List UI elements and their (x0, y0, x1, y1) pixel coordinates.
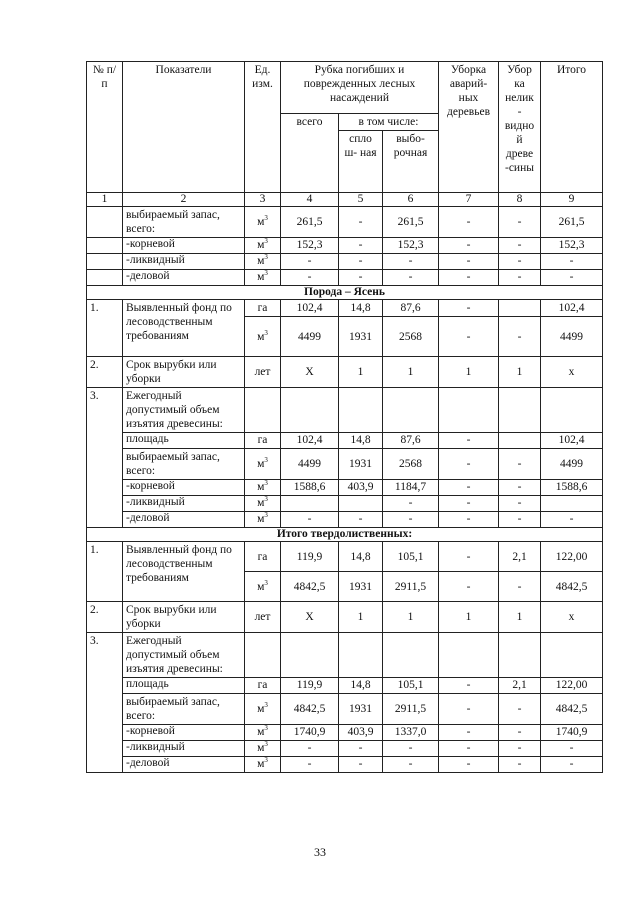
unit-base: м (257, 481, 265, 493)
header-neliquid: Убор ка нелик - видно й древе -сины (499, 62, 541, 193)
unit-cell (245, 238, 281, 254)
value-cell: - (541, 270, 603, 286)
value-cell: - (439, 725, 499, 741)
value-cell: - (439, 270, 499, 286)
table-row (87, 757, 603, 773)
empty-cell (541, 388, 603, 433)
value-cell: - (439, 433, 499, 449)
value-cell (499, 433, 541, 449)
value-cell: 1588,6 (541, 480, 603, 496)
table-row (87, 388, 603, 433)
unit-cell: га (245, 542, 281, 572)
row-label: Ежегодный допустимый объем изъятия древесины: (123, 388, 245, 433)
value-cell: - (439, 496, 499, 512)
table-row (87, 433, 603, 449)
row-number-cell (87, 238, 123, 254)
value-cell: 261,5 (383, 207, 439, 238)
value-cell: - (439, 317, 499, 357)
unit-base: м (257, 271, 265, 283)
table-row (87, 741, 603, 757)
value-cell: - (439, 238, 499, 254)
unit-superscript: 3 (264, 253, 268, 262)
value-cell: - (339, 741, 383, 757)
column-number: 5 (339, 193, 383, 207)
value-cell: - (281, 254, 339, 270)
row-label: -ликвидный (123, 741, 245, 757)
unit-cell (245, 496, 281, 512)
row-label: выбираемый запас, всего: (123, 449, 245, 480)
column-number: 2 (123, 193, 245, 207)
empty-cell (281, 388, 339, 433)
empty-cell (383, 633, 439, 678)
unit-cell (245, 741, 281, 757)
unit-cell (245, 694, 281, 725)
row-label: -корневой (123, 725, 245, 741)
value-cell: 1588,6 (281, 480, 339, 496)
table-row (87, 542, 603, 572)
value-cell: - (439, 694, 499, 725)
value-cell: 1931 (339, 572, 383, 602)
table-row (87, 300, 603, 317)
table-row (87, 270, 603, 286)
value-cell: 261,5 (281, 207, 339, 238)
row-label: Выявленный фонд по лесоводственным требованиям (123, 542, 245, 602)
unit-base: м (257, 742, 265, 754)
value-cell: 403,9 (339, 725, 383, 741)
value-cell: 2,1 (499, 678, 541, 694)
value-cell: 2,1 (499, 542, 541, 572)
value-cell: - (439, 741, 499, 757)
table-row (87, 238, 603, 254)
row-label: выбираемый запас, всего: (123, 207, 245, 238)
unit-superscript: 3 (264, 269, 268, 278)
unit-superscript: 3 (264, 724, 268, 733)
row-number: 1. (87, 542, 123, 602)
row-label: площадь (123, 678, 245, 694)
value-cell: - (541, 512, 603, 528)
value-cell: 4842,5 (541, 694, 603, 725)
value-cell: - (281, 270, 339, 286)
empty-cell (541, 633, 603, 678)
value-cell: 1 (439, 602, 499, 633)
empty-cell (439, 388, 499, 433)
value-cell: 119,9 (281, 678, 339, 694)
value-cell: - (383, 512, 439, 528)
section-row (87, 528, 603, 542)
value-cell: - (541, 254, 603, 270)
value-cell (541, 496, 603, 512)
table-row (87, 254, 603, 270)
value-cell: - (439, 254, 499, 270)
unit-base: м (257, 497, 265, 509)
value-cell: - (339, 254, 383, 270)
empty-cell (245, 388, 281, 433)
value-cell: - (339, 207, 383, 238)
unit-superscript: 3 (264, 237, 268, 246)
row-number: 3. (87, 633, 123, 773)
value-cell: 4842,5 (281, 694, 339, 725)
header-vsego: всего (281, 114, 339, 193)
column-number: 7 (439, 193, 499, 207)
row-label: -корневой (123, 480, 245, 496)
table-row (87, 678, 603, 694)
value-cell: 1931 (339, 317, 383, 357)
table-row (87, 512, 603, 528)
unit-base: м (257, 726, 265, 738)
value-cell: 87,6 (383, 300, 439, 317)
value-cell (499, 300, 541, 317)
header-uborka: Уборка аварий- ных деревьев (439, 62, 499, 193)
unit-superscript: 3 (264, 479, 268, 488)
value-cell: 4499 (281, 449, 339, 480)
row-number-cell (87, 270, 123, 286)
header-splosh: спло ш- ная (339, 131, 383, 193)
value-cell: 1 (383, 357, 439, 388)
value-cell (339, 496, 383, 512)
empty-cell (339, 388, 383, 433)
value-cell: - (439, 512, 499, 528)
value-cell: 261,5 (541, 207, 603, 238)
column-number: 6 (383, 193, 439, 207)
value-cell: - (383, 741, 439, 757)
value-cell: 14,8 (339, 542, 383, 572)
unit-cell (245, 317, 281, 357)
unit-superscript: 3 (264, 578, 268, 587)
unit-base: м (257, 458, 265, 470)
unit-superscript: 3 (264, 511, 268, 520)
row-label: Ежегодный допустимый объем изъятия древесины: (123, 633, 245, 678)
value-cell: 105,1 (383, 678, 439, 694)
row-label: -деловой (123, 270, 245, 286)
unit-base: м (257, 758, 265, 770)
value-cell: 4842,5 (281, 572, 339, 602)
unit-cell (245, 449, 281, 480)
value-cell: - (339, 270, 383, 286)
header-rubka: Рубка погибших и поврежденных лесных насаждений (281, 62, 439, 114)
value-cell: 14,8 (339, 678, 383, 694)
header-v-tom-chisle: в том числе: (339, 114, 439, 131)
section-heading: Порода – Ясень (87, 286, 603, 300)
row-label: выбираемый запас, всего: (123, 694, 245, 725)
value-cell: 1 (339, 357, 383, 388)
table-row (87, 480, 603, 496)
value-cell: - (499, 725, 541, 741)
section-heading: Итого твердолиственных: (87, 528, 603, 542)
value-cell: - (541, 741, 603, 757)
unit-base: м (257, 513, 265, 525)
value-cell: - (439, 572, 499, 602)
value-cell: - (339, 238, 383, 254)
row-label: -деловой (123, 512, 245, 528)
column-numbers-row (87, 193, 603, 207)
value-cell: - (439, 542, 499, 572)
value-cell: 1 (499, 357, 541, 388)
value-cell: 1 (439, 357, 499, 388)
unit-cell: га (245, 300, 281, 317)
empty-cell (499, 388, 541, 433)
unit-cell: лет (245, 602, 281, 633)
empty-cell (245, 633, 281, 678)
row-label: Срок вырубки или уборки (123, 357, 245, 388)
value-cell (281, 496, 339, 512)
value-cell: Х (281, 357, 339, 388)
unit-cell (245, 254, 281, 270)
row-number: 2. (87, 357, 123, 388)
value-cell: 119,9 (281, 542, 339, 572)
value-cell: 102,4 (281, 433, 339, 449)
value-cell: 1931 (339, 449, 383, 480)
value-cell: 1337,0 (383, 725, 439, 741)
header-num: № п/п (87, 62, 123, 193)
unit-base: м (257, 330, 265, 343)
table-row (87, 207, 603, 238)
value-cell: - (499, 254, 541, 270)
header-unit: Ед. изм. (245, 62, 281, 193)
unit-cell: лет (245, 357, 281, 388)
header-vyboroch: выбо- рочная (383, 131, 439, 193)
table-row (87, 357, 603, 388)
value-cell: - (281, 757, 339, 773)
row-label: -корневой (123, 238, 245, 254)
row-label: площадь (123, 433, 245, 449)
unit-superscript: 3 (264, 456, 268, 465)
value-cell: 4499 (541, 449, 603, 480)
value-cell: - (499, 238, 541, 254)
value-cell: 87,6 (383, 433, 439, 449)
value-cell: 1 (499, 602, 541, 633)
unit-cell (245, 207, 281, 238)
value-cell: 4499 (541, 317, 603, 357)
value-cell: - (339, 757, 383, 773)
row-label: Срок вырубки или уборки (123, 602, 245, 633)
page-number: 33 (314, 845, 326, 859)
column-number: 9 (541, 193, 603, 207)
row-label: -ликвидный (123, 496, 245, 512)
table-row (87, 496, 603, 512)
value-cell: Х (281, 602, 339, 633)
header-total: Итого (541, 62, 603, 193)
value-cell: - (499, 512, 541, 528)
value-cell: 2568 (383, 317, 439, 357)
value-cell: 102,4 (541, 433, 603, 449)
unit-superscript: 3 (264, 740, 268, 749)
value-cell: - (499, 270, 541, 286)
unit-base: м (257, 580, 265, 593)
value-cell: - (499, 572, 541, 602)
value-cell: 122,00 (541, 542, 603, 572)
value-cell: 102,4 (281, 300, 339, 317)
row-number-cell (87, 207, 123, 238)
value-cell: 105,1 (383, 542, 439, 572)
header-indicators: Показатели (123, 62, 245, 193)
value-cell: 2911,5 (383, 694, 439, 725)
value-cell: 122,00 (541, 678, 603, 694)
value-cell: - (499, 207, 541, 238)
value-cell: 14,8 (339, 433, 383, 449)
row-number: 1. (87, 300, 123, 357)
value-cell: 102,4 (541, 300, 603, 317)
empty-cell (339, 633, 383, 678)
table-row (87, 602, 603, 633)
forestry-table (86, 61, 603, 773)
value-cell: 4499 (281, 317, 339, 357)
unit-superscript: 3 (264, 701, 268, 710)
unit-cell (245, 725, 281, 741)
value-cell: 403,9 (339, 480, 383, 496)
value-cell: 14,8 (339, 300, 383, 317)
unit-base: м (257, 216, 265, 228)
value-cell: 152,3 (383, 238, 439, 254)
value-cell: 2568 (383, 449, 439, 480)
value-cell: 152,3 (541, 238, 603, 254)
value-cell: 1740,9 (541, 725, 603, 741)
row-number-cell (87, 254, 123, 270)
unit-superscript: 3 (264, 328, 268, 337)
unit-superscript: 3 (264, 756, 268, 765)
unit-cell: га (245, 678, 281, 694)
value-cell: 1931 (339, 694, 383, 725)
value-cell: - (439, 480, 499, 496)
value-cell: - (383, 270, 439, 286)
table-row (87, 633, 603, 678)
value-cell: 152,3 (281, 238, 339, 254)
empty-cell (499, 633, 541, 678)
value-cell: - (439, 207, 499, 238)
value-cell: - (439, 678, 499, 694)
empty-cell (281, 633, 339, 678)
value-cell: - (499, 694, 541, 725)
unit-cell (245, 572, 281, 602)
value-cell: - (499, 496, 541, 512)
section-row (87, 286, 603, 300)
unit-superscript: 3 (264, 214, 268, 223)
value-cell: - (499, 480, 541, 496)
value-cell: - (383, 496, 439, 512)
column-number: 3 (245, 193, 281, 207)
table-row (87, 449, 603, 480)
value-cell: 1184,7 (383, 480, 439, 496)
value-cell: - (499, 449, 541, 480)
row-label: Выявленный фонд по лесоводственным требованиям (123, 300, 245, 357)
value-cell: 4842,5 (541, 572, 603, 602)
table-row (87, 725, 603, 741)
value-cell: х (541, 357, 603, 388)
unit-cell (245, 512, 281, 528)
column-number: 4 (281, 193, 339, 207)
value-cell: - (439, 300, 499, 317)
empty-cell (383, 388, 439, 433)
unit-cell: га (245, 433, 281, 449)
value-cell: - (439, 449, 499, 480)
unit-superscript: 3 (264, 495, 268, 504)
unit-base: м (257, 703, 265, 715)
value-cell: - (499, 741, 541, 757)
value-cell: 1 (383, 602, 439, 633)
value-cell: 1 (339, 602, 383, 633)
value-cell: - (383, 254, 439, 270)
value-cell: 2911,5 (383, 572, 439, 602)
unit-base: м (257, 255, 265, 267)
value-cell: х (541, 602, 603, 633)
value-cell: - (541, 757, 603, 773)
unit-cell (245, 757, 281, 773)
empty-cell (439, 633, 499, 678)
value-cell: - (281, 741, 339, 757)
column-number: 8 (499, 193, 541, 207)
value-cell: - (339, 512, 383, 528)
column-number: 1 (87, 193, 123, 207)
unit-cell (245, 270, 281, 286)
value-cell: 1740,9 (281, 725, 339, 741)
unit-cell (245, 480, 281, 496)
value-cell: - (383, 757, 439, 773)
row-label: -ликвидный (123, 254, 245, 270)
value-cell: - (439, 757, 499, 773)
row-number: 2. (87, 602, 123, 633)
row-label: -деловой (123, 757, 245, 773)
row-number: 3. (87, 388, 123, 528)
table-row (87, 694, 603, 725)
value-cell: - (499, 317, 541, 357)
value-cell: - (499, 757, 541, 773)
value-cell: - (281, 512, 339, 528)
unit-base: м (257, 239, 265, 251)
